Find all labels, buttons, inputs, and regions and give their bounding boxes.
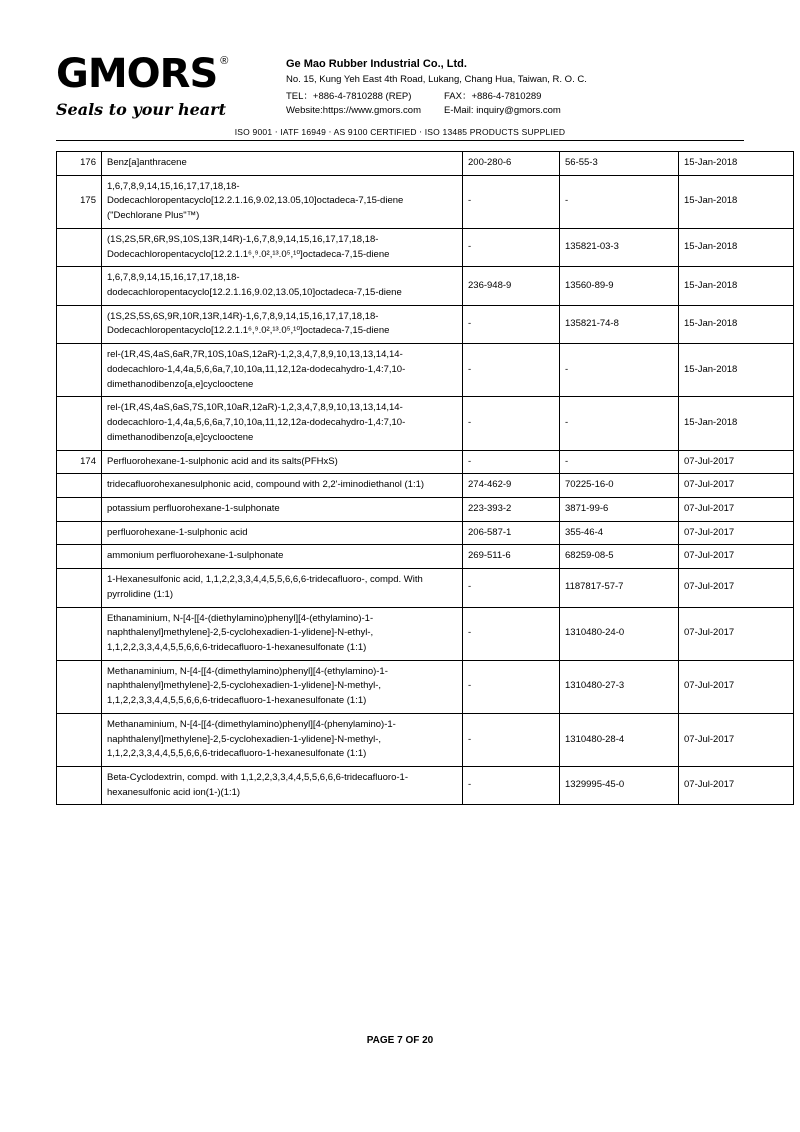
row-ec-number: - [463,175,560,228]
row-substance-name: ammonium perfluorohexane-1-sulphonate [102,545,463,569]
row-number [57,474,102,498]
row-date: 15-Jan-2018 [679,228,794,266]
table-row [57,521,794,545]
row-substance-name: rel-(1R,4S,4aS,6aS,7S,10R,10aR,12aR)-1,2,3,4,7,8,9,10,13,13,14,14-dodecachloro-1,4,4a,5,6,6a,7,10,10a,11,12,12a-dodecahydro-1,4:7,10-dimethanodibenzo[a,e]cyclooctene [102,397,463,450]
row-cas-number: 355-46-4 [560,521,679,545]
company-email[interactable]: E-Mail: inquiry@gmors.com [444,105,561,116]
row-ec-number: - [463,767,560,805]
row-substance-name: 1,6,7,8,9,14,15,16,17,17,18,18-Dodecachloropentacyclo[12.2.1.16,9.02,13.05,10]octadeca-7,15-diene ("Dechlorane Plus"™) [102,175,463,228]
table-row [57,267,794,305]
row-date: 15-Jan-2018 [679,397,794,450]
row-ec-number: - [463,660,560,713]
table-row [57,767,794,805]
row-ec-number: - [463,397,560,450]
row-date: 07-Jul-2017 [679,767,794,805]
company-phone-row [286,88,744,102]
row-number [57,344,102,397]
row-date: 07-Jul-2017 [679,450,794,474]
row-cas-number: - [560,397,679,450]
table-row [57,305,794,343]
row-ec-number: - [463,228,560,266]
row-number: 174 [57,450,102,474]
table-row [57,569,794,607]
page-footer: PAGE 7 OF 20 [366,1035,434,1046]
row-date: 07-Jul-2017 [679,545,794,569]
row-number [57,497,102,521]
row-ec-number: - [463,450,560,474]
row-substance-name: Methanaminium, N-[4-[[4-(dimethylamino)phenyl][4-(phenylamino)-1-naphthalenyl]methylene]-2,5-cyclohexadien-1-ylidene]-N-methyl-, 1,1,2,2,3,3,4,4,5,5,6,6,6-tridecafluoro-1-hexanesulfonate (1:1) [102,713,463,766]
row-ec-number: 206-587-1 [463,521,560,545]
row-cas-number: 70225-16-0 [560,474,679,498]
row-cas-number: 68259-08-5 [560,545,679,569]
row-cas-number: 1310480-27-3 [560,660,679,713]
row-substance-name: 1,6,7,8,9,14,15,16,17,17,18,18-dodecachloropentacyclo[12.2.1.16,9.02,13.05,10]octadeca-7,15-diene [102,267,463,305]
company-name: Ge Mao Rubber Industrial Co., Ltd. [286,58,467,70]
row-cas-number: 1187817-57-7 [560,569,679,607]
substances-table [56,151,794,805]
row-ec-number: - [463,305,560,343]
row-date: 07-Jul-2017 [679,660,794,713]
row-number [57,713,102,766]
row-date: 07-Jul-2017 [679,713,794,766]
table-row [57,228,794,266]
row-cas-number: 1329995-45-0 [560,767,679,805]
certifications-line: ISO 9001 ‧ IATF 16949 ‧ AS 9100 CERTIFIED ‧ ISO 13485 PRODUCTS SUPPLIED [234,127,566,137]
table-row [57,344,794,397]
substances-table-body [57,152,794,805]
table-row [57,497,794,521]
row-substance-name: (1S,2S,5S,6S,9R,10R,13R,14R)-1,6,7,8,9,14,15,16,17,17,18,18-Dodecachloropentacyclo[12.2.1.1⁶,⁹.0²,¹³.0⁵,¹⁰]octadeca-7,15-diene [102,305,463,343]
table-row [57,660,794,713]
row-number [57,545,102,569]
table-row [57,545,794,569]
row-cas-number: 56-55-3 [560,152,679,176]
row-number [57,305,102,343]
row-substance-name: (1S,2S,5R,6R,9S,10S,13R,14R)-1,6,7,8,9,14,15,16,17,17,18,18-Dodecachloropentacyclo[12.2.1.1⁶,⁹.0²,¹³.0⁵,¹⁰]octadeca-7,15-diene [102,228,463,266]
row-ec-number: 223-393-2 [463,497,560,521]
table-row [57,450,794,474]
row-ec-number: 200-280-6 [463,152,560,176]
row-substance-name: Benz[a]anthracene [102,152,463,176]
row-cas-number: - [560,175,679,228]
row-date: 15-Jan-2018 [679,152,794,176]
row-ec-number: - [463,713,560,766]
row-date: 07-Jul-2017 [679,569,794,607]
row-number [57,569,102,607]
table-row [57,175,794,228]
table-row [57,713,794,766]
row-substance-name: Beta-Cyclodextrin, compd. with 1,1,2,2,3,3,4,4,5,5,6,6,6-tridecafluoro-1-hexanesulfonic acid ion(1-)(1:1) [102,767,463,805]
row-cas-number: - [560,450,679,474]
table-row [57,607,794,660]
row-number [57,397,102,450]
row-substance-name: Ethanaminium, N-[4-[[4-(diethylamino)phenyl][4-(ethylamino)-1-naphthalenyl]methylene]-2,5-cyclohexadien-1-ylidene]-N-ethyl-, 1,1,2,2,3,3,4,4,5,5,6,6,6-tridecafluoro-1-hexanesulfonate (1:1) [102,607,463,660]
company-slogan: Seals to your heart [56,100,226,119]
company-fax: FAX：+886-4-7810289 [444,91,542,102]
company-info [270,52,744,119]
row-number [57,521,102,545]
row-ec-number: 236-948-9 [463,267,560,305]
company-logo [56,52,270,119]
row-cas-number: 135821-03-3 [560,228,679,266]
row-cas-number: 135821-74-8 [560,305,679,343]
row-cas-number: 1310480-28-4 [560,713,679,766]
header-divider [56,140,744,141]
row-number: 176 [57,152,102,176]
row-date: 07-Jul-2017 [679,521,794,545]
row-ec-number: 274-462-9 [463,474,560,498]
row-substance-name: perfluorohexane-1-sulphonic acid [102,521,463,545]
row-substance-name: potassium perfluorohexane-1-sulphonate [102,497,463,521]
row-date: 15-Jan-2018 [679,175,794,228]
row-number [57,607,102,660]
row-cas-number: 13560-89-9 [560,267,679,305]
row-date: 15-Jan-2018 [679,267,794,305]
row-date: 07-Jul-2017 [679,474,794,498]
row-number [57,660,102,713]
registered-trademark-icon: ® [220,55,229,67]
page-header [56,52,744,123]
row-date: 07-Jul-2017 [679,607,794,660]
row-number [57,767,102,805]
row-date: 15-Jan-2018 [679,344,794,397]
row-substance-name: 1-Hexanesulfonic acid, 1,1,2,2,3,3,4,4,5,5,6,6,6-tridecafluoro-, compd. With pyrrolidine (1:1) [102,569,463,607]
row-number [57,228,102,266]
table-row [57,474,794,498]
row-cas-number: 1310480-24-0 [560,607,679,660]
company-tel: TEL：+886-4-7810288 (REP) [286,91,412,102]
row-ec-number: 269-511-6 [463,545,560,569]
row-substance-name: rel-(1R,4S,4aS,6aR,7R,10S,10aS,12aR)-1,2,3,4,7,8,9,10,13,13,14,14-dodecachloro-1,4,4a,5,6,6a,7,10,10a,11,12,12a-dodecahydro-1,4:7,10-dimethanodibenzo[a,e]cyclooctene [102,344,463,397]
logo-wordmark: GMORS [56,51,218,97]
row-cas-number: - [560,344,679,397]
company-address: No. 15, Kung Yeh East 4th Road, Lukang, Chang Hua, Taiwan, R. O. C. [286,74,587,85]
company-website[interactable]: Website:https://www.gmors.com [286,105,421,116]
row-substance-name: Perfluorohexane-1-sulphonic acid and its salts(PFHxS) [102,450,463,474]
table-row [57,152,794,176]
row-number: 175 [57,175,102,228]
row-substance-name: Methanaminium, N-[4-[[4-(dimethylamino)phenyl][4-(ethylamino)-1-naphthalenyl]methylene]-2,5-cyclohexadien-1-ylidene]-N-methyl-, 1,1,2,2,3,3,4,4,5,5,6,6,6-tridecafluoro-1-hexanesulfonate (1:1) [102,660,463,713]
row-date: 15-Jan-2018 [679,305,794,343]
row-substance-name: tridecafluorohexanesulphonic acid, compound with 2,2'-iminodiethanol (1:1) [102,474,463,498]
row-ec-number: - [463,344,560,397]
row-date: 07-Jul-2017 [679,497,794,521]
row-ec-number: - [463,569,560,607]
row-ec-number: - [463,607,560,660]
row-cas-number: 3871-99-6 [560,497,679,521]
table-row [57,397,794,450]
row-number [57,267,102,305]
company-web-row [286,105,744,116]
